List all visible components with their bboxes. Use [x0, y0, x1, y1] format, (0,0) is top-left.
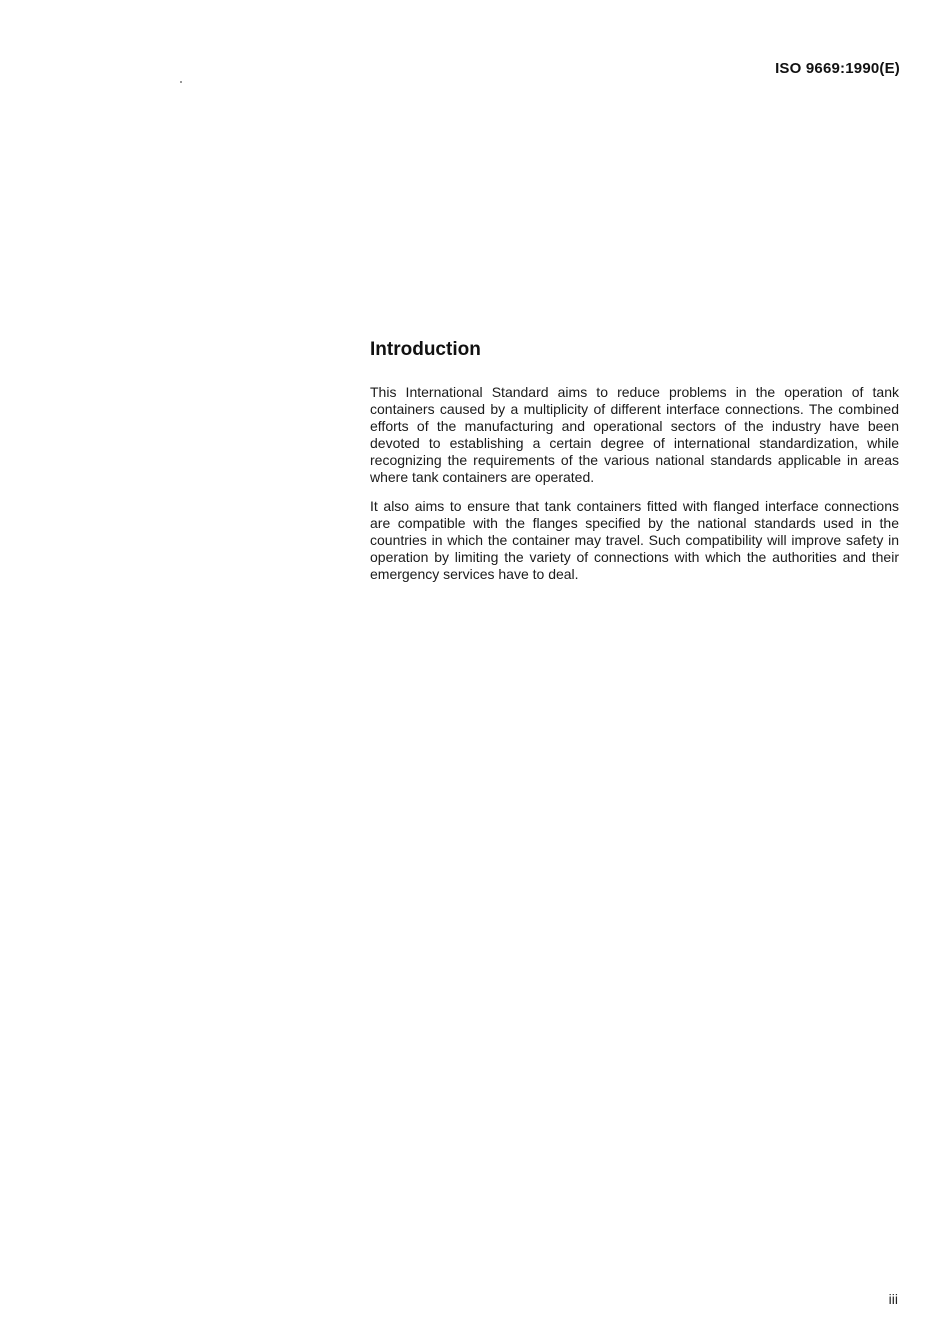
- document-reference: ISO 9669:1990(E): [775, 60, 900, 77]
- section-body: [370, 384, 899, 595]
- page-number: iii: [888, 1291, 898, 1307]
- paragraph: This International Standard aims to reduce problems in the operation of tank containers caused by a multiplicity of different interface connections. The combined efforts of the manufacturing and operational sectors of the industry have been devoted to establishing a certain degree of international standardization, while recognizing the requirements of the various national standards applicable in areas where tank containers are operated.: [370, 384, 899, 485]
- section-title: Introduction: [370, 339, 481, 360]
- paragraph: It also aims to ensure that tank containers fitted with flanged interface connections are compatible with the flanges specified by the national standards used in the countries in which the container may travel. Such compatibility will improve safety in operation by limiting the variety of connections with which the authorities and their emergency services have to deal.: [370, 498, 899, 582]
- scan-speck: [180, 81, 182, 83]
